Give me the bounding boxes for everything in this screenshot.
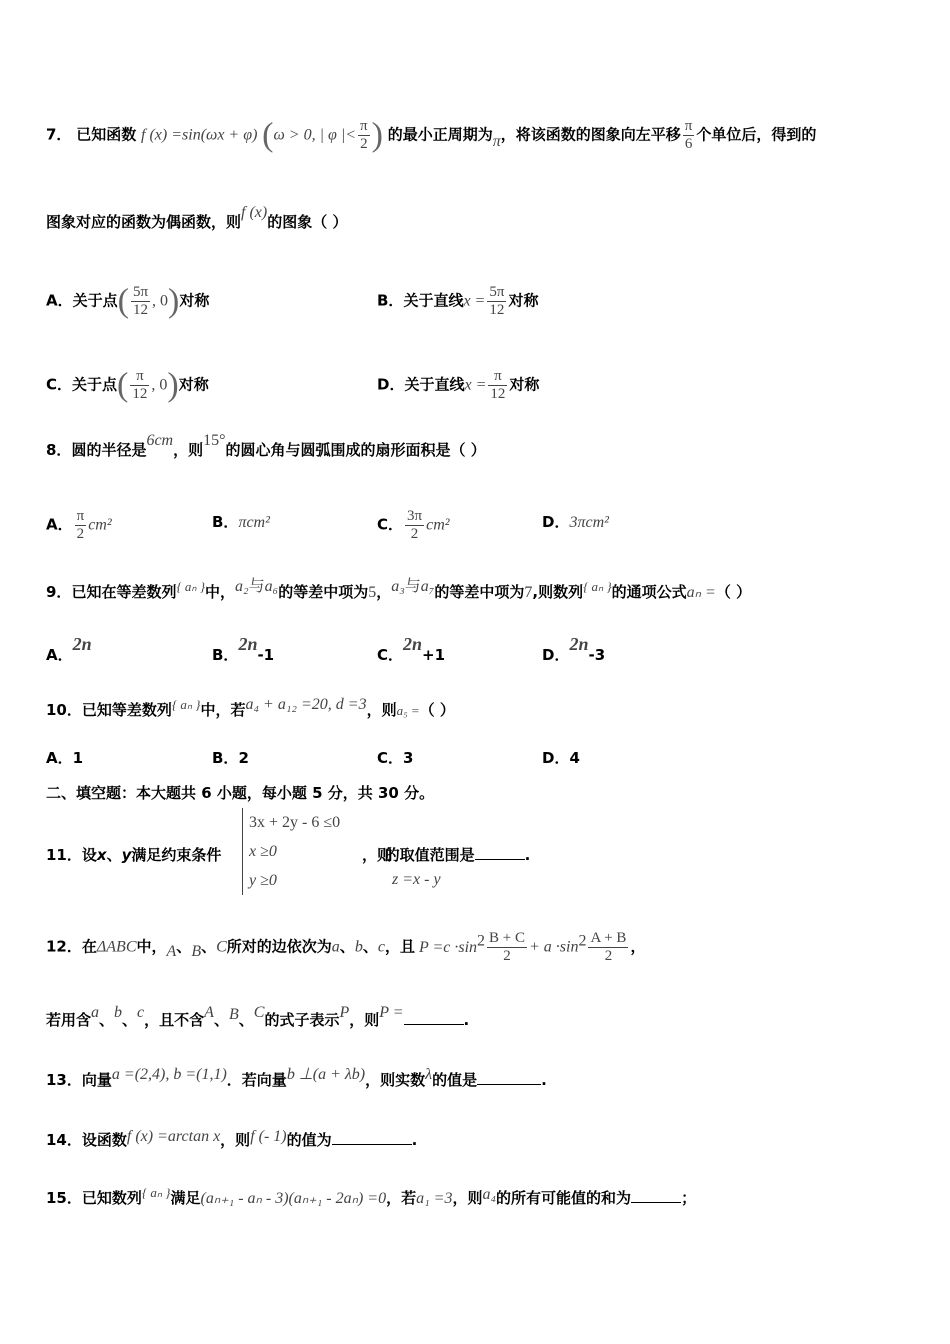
q8-option-a[interactable]: A． $\frac{\pi}{2}$ cm² xyxy=(46,508,112,542)
q12-answer-blank[interactable] xyxy=(404,1024,464,1025)
q14-line: 14．设函数f (x) =arctan x，则f (- 1)的值为 . xyxy=(46,1128,418,1149)
q7-number: 7． xyxy=(46,125,72,144)
q12-line2: 若用含a、b、c，且不含A、B、C的式子表示P，则P = . xyxy=(46,1004,470,1029)
q8-line: 8．圆的半径是6cm，则15°的圆心角与圆弧围成的扇形面积是（ ） xyxy=(46,432,486,459)
q8-option-d[interactable]: D．3πcm² xyxy=(542,513,609,531)
section-heading: 二、填空题：本大题共 6 小题，每小题 5 分，共 30 分。 xyxy=(46,784,435,802)
q10-option-b[interactable]: B．2 xyxy=(212,749,249,767)
q8-option-c[interactable]: C． $\frac{3\pi}{2}$ cm² xyxy=(377,508,450,542)
q12-line1: 12．在ΔABC中，A、B、C所对的边依次为a、b、c，且 $P =c \cdot\sin^2$ $\frac{B + C}{2}$ + $a \cdot\sin^2$ $\frac{A + B}{2}$ ， xyxy=(46,930,646,964)
q9-option-b[interactable]: B．2n-1 xyxy=(212,634,275,664)
q9-line: 9．已知在等差数列{ aₙ }中，a₂与a₆的等差中项为5，a₃与a₇的等差中项为7,则数列{ aₙ }的通项公式aₙ =（ ） xyxy=(46,578,752,601)
q7-line2: 图象对应的函数为偶函数，则f (x)的图象（ ） xyxy=(46,204,348,231)
q10-option-c[interactable]: C．3 xyxy=(377,749,414,767)
q13-answer-blank[interactable] xyxy=(477,1084,541,1085)
q7-option-d[interactable]: D．关于直线x = $\frac{\pi}{12}$ 对称 xyxy=(377,368,540,402)
q7-option-a[interactable]: A．关于点( $\frac{5\pi}{12}$ , 0)对称 xyxy=(46,282,210,320)
q15-answer-blank[interactable] xyxy=(631,1202,681,1203)
q10-option-a[interactable]: A．1 xyxy=(46,749,84,767)
q7-option-b[interactable]: B．关于直线x = $\frac{5\pi}{12}$ 对称 xyxy=(377,284,539,318)
q9-option-c[interactable]: C．2n+1 xyxy=(377,634,446,664)
q9-option-a[interactable]: A．2n xyxy=(46,634,92,664)
q7-line1: 7． 已知函数 f (x) =sin(ωx + φ) (ω > 0, | φ |< $\frac{\pi}{2}$ ) 的最小正周期为π，将该函数的图象向左平移 $\frac{\pi}{6}$ 个单位后，得到的 xyxy=(46,116,817,154)
q7-option-c[interactable]: C．关于点( $\frac{\pi}{12}$ , 0)对称 xyxy=(46,366,209,404)
q9-option-d[interactable]: D．2n-3 xyxy=(542,634,606,664)
q8-option-b[interactable]: B．πcm² xyxy=(212,513,270,531)
q14-answer-blank[interactable] xyxy=(332,1144,412,1145)
q11-answer-blank[interactable] xyxy=(475,859,525,860)
q11-constraint-system: 3x + 2y - 6 ≤0 x ≥0 y ≥0 xyxy=(242,808,340,895)
q10-option-d[interactable]: D．4 xyxy=(542,749,580,767)
q13-line: 13．向量a =(2,4), b =(1,1)．若向量b ⊥(a + λb)，则实数λ的值是 . xyxy=(46,1066,547,1089)
q11-tail: ，则z =x - y的取值范围是 . xyxy=(362,846,531,888)
q10-line: 10．已知等差数列{ aₙ }中，若a₄ + a₁₂ =20, d =3，则a₅ =（ ） xyxy=(46,696,455,719)
q7-function: f (x) =sin(ωx + φ) xyxy=(141,126,258,144)
q11-line: 11．设x、y满足约束条件 xyxy=(46,846,222,864)
q15-line: 15．已知数列{ aₙ }满足(aₙ₊₁ - aₙ - 3)(aₙ₊₁ - 2aₙ) =0，若a₁ =3，则a₄的所有可能值的和为 ； xyxy=(46,1185,697,1207)
